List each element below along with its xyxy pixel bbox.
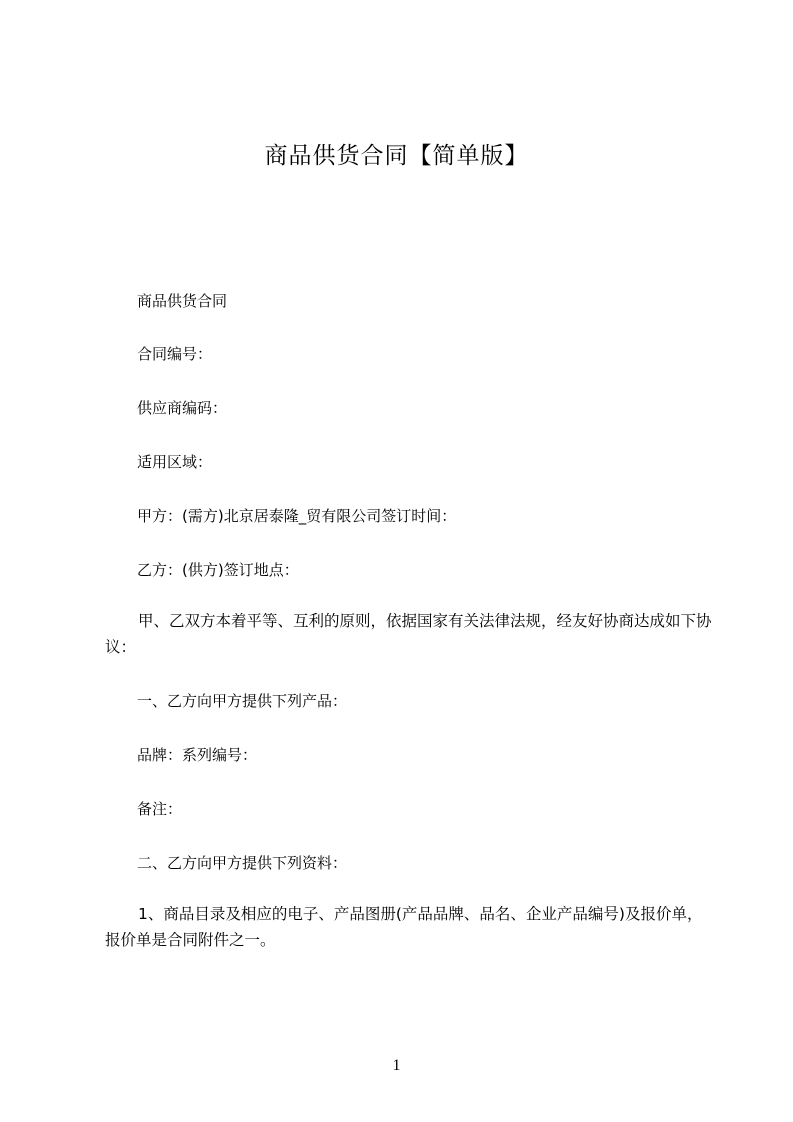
- brand-series-label: 品牌：系列编号：: [137, 746, 258, 764]
- party-b-line: 乙方：(供方)签订地点：: [137, 561, 299, 579]
- party-a-line: 甲方：(需方)北京居泰隆_贸有限公司签订时间：: [137, 507, 457, 525]
- page-number: 1: [392, 1057, 401, 1074]
- contract-heading: 商品供货合同: [137, 292, 228, 310]
- contract-number-label: 合同编号：: [137, 345, 213, 363]
- catalog-materials-paragraph: 1、商品目录及相应的电子、产品图册(产品品牌、品名、企业产品编号)及报价单，报价单是合同附件之一。: [105, 905, 703, 949]
- document-title: 商品供货合同【简单版】: [264, 143, 529, 169]
- section-one-heading: 一、乙方向甲方提供下列产品：: [137, 692, 348, 710]
- applicable-region-label: 适用区域：: [137, 453, 213, 471]
- agreement-intro-paragraph: 甲、乙双方本着平等、互利的原则，依据国家有关法律法规，经友好协商达成如下协议：: [105, 612, 712, 656]
- remarks-label: 备注：: [137, 800, 183, 818]
- section-two-heading: 二、乙方向甲方提供下列资料：: [137, 854, 348, 872]
- supplier-code-label: 供应商编码：: [137, 399, 228, 417]
